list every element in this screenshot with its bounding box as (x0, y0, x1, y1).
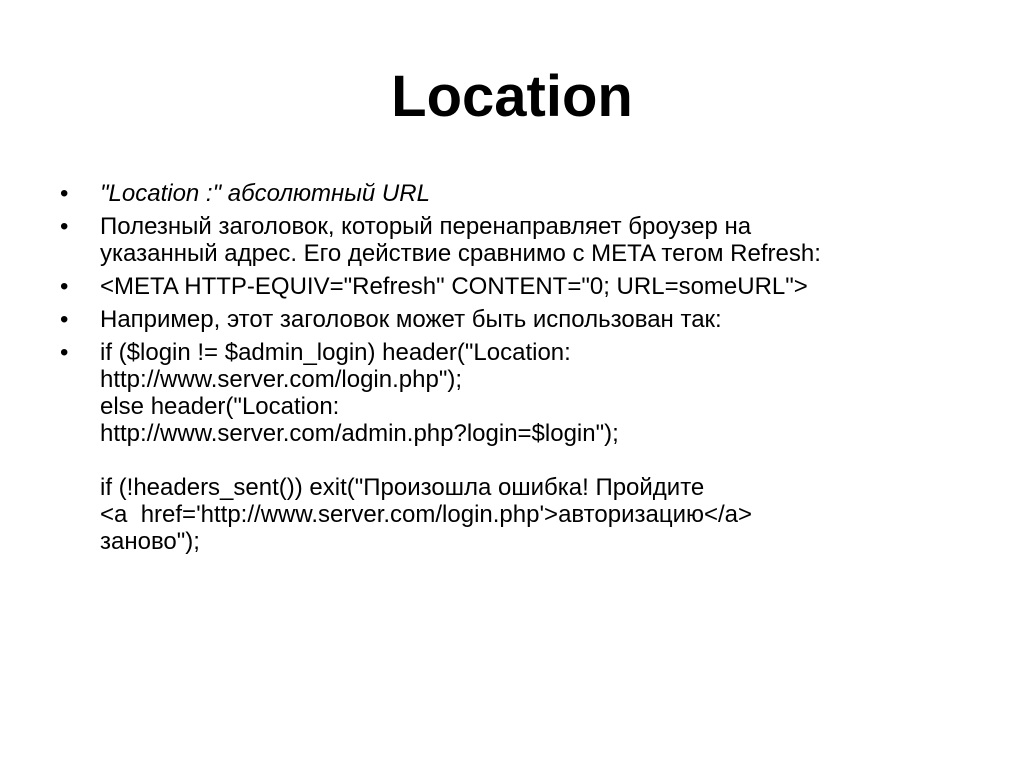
bullet-item-code (54, 339, 994, 555)
bullet-icon: • (60, 306, 69, 333)
code-line: http://www.server.com/admin.php?login=$login"); (100, 420, 619, 447)
bullet-icon: • (60, 273, 69, 300)
bullet-icon: • (60, 180, 69, 207)
bullet-icon: • (60, 213, 69, 240)
bullet-text: Например, этот заголовок может быть использован так: (100, 306, 722, 333)
code-blank-line (100, 447, 994, 474)
bullet-item (54, 306, 994, 333)
code-line: if (!headers_sent()) exit("Произошла ошибка! Пройдите (100, 474, 705, 501)
code-line: else header("Location: (100, 393, 340, 420)
bullet-icon: • (60, 339, 69, 366)
code-line: заново"); (100, 528, 200, 555)
bullet-text: "Location :" абсолютный URL (100, 180, 430, 207)
bullet-list (54, 180, 994, 561)
code-line: http://www.server.com/login.php"); (100, 366, 463, 393)
code-line: if ($login != $admin_login) header("Location: (100, 339, 571, 366)
slide-title: Location (391, 64, 633, 129)
bullet-text: Полезный заголовок, который перенаправляет броузер на (100, 213, 752, 240)
bullet-item (54, 213, 994, 267)
bullet-text: <META HTTP-EQUIV="Refresh" CONTENT="0; URL=someURL"> (100, 273, 808, 300)
bullet-item (54, 273, 994, 300)
code-line: <a href='http://www.server.com/login.php'>авторизацию</a> (100, 501, 753, 528)
bullet-item (54, 180, 994, 207)
bullet-text: указанный адрес. Его действие сравнимо с META тегом Refresh: (100, 240, 821, 267)
